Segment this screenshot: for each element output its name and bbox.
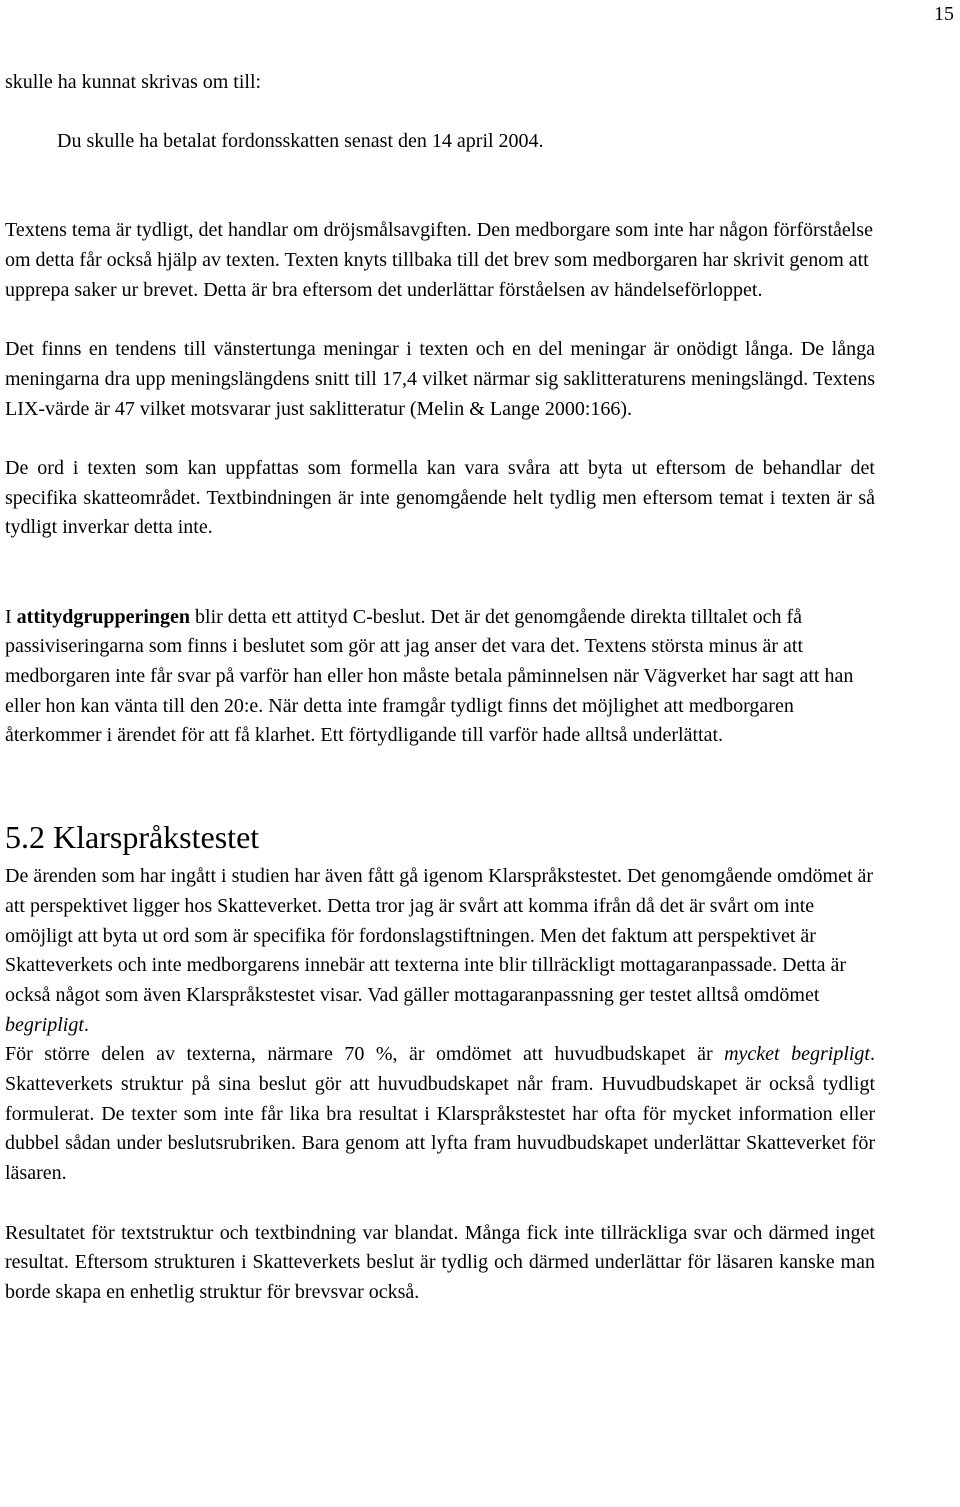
paragraph-main-message [5, 1040, 875, 1189]
paragraph-intro: skulle ha kunnat skrivas om till: [5, 71, 262, 93]
paragraph-word-choice: De ord i texten som kan uppfattas som formella kan vara svåra att byta ut eftersom de behandlar det specifika skatteområdet. Textbindningen är inte genomgående helt tydlig men eftersom temat i texten är så tydligt inverkar detta inte. [5, 457, 875, 539]
klarsprak-text: De ärenden som har ingått i studien har även fått gå igenom Klarspråkstestet. Det genomgående omdömet är att perspektivet ligger hos Skatteverket. Detta tror jag är svårt att komma ifrån då det är svårt om inte omöjligt att byta ut ord som är specifika för fordonslagstiftningen. Men det faktum att perspektivet är Skatteverkets och inte medborgarens innebär att texterna inte blir tillräckligt mottagaranpassade. Detta är också något som även Klarspråkstestet visar. Vad gäller mottagaranpassning ger testet alltså omdömet [5, 865, 874, 1006]
main-message-verdict: mycket begripligt [724, 1043, 870, 1066]
page-number: 15 [934, 3, 954, 25]
paragraph-sentence-length: Det finns en tendens till vänstertunga meningar i texten och en del meningar är onödigt långa. De långa meningarna dra upp meningslängdens snitt till 17,4 vilket närmar sig saklitteraturens meningslängd. Textens LIX-värde är 47 vilket motsvarar just saklitteratur (Melin & Lange 2000:166). [5, 338, 875, 420]
main-message-text: . Skatteverkets struktur på sina beslut gör att huvudbudskapet når fram. Huvudbudskapet är också tydligt formulerat. De texter som inte får lika bra resultat i Klarspråkstestet har ofta för mycket information eller dubbel sådan under beslutsrubriken. Bara genom att lyfta fram huvudbudskapet underlättar Skatteverket för läsaren. [5, 1043, 875, 1185]
document-body [5, 68, 875, 1308]
attitude-prefix: I [5, 605, 17, 628]
klarsprak-verdict: begripligt [5, 1013, 84, 1036]
klarsprak-end: . [83, 1013, 89, 1036]
section-heading: 5.2 Klarspråkstestet [5, 819, 260, 856]
paragraph-theme: Textens tema är tydligt, det handlar om dröjsmålsavgiften. Den medborgare som inte har någon förförståelse om detta får också hjälp av texten. Texten knyts tillbaka till det brev som medborgaren har skrivit genom att upprepa saker ur brevet. Detta är bra eftersom det underlättar förståelsen av händelseförloppet. [5, 219, 873, 301]
paragraph-klarsprak [5, 862, 875, 1040]
example-sentence: Du skulle ha betalat fordonsskatten senast den 14 april 2004. [57, 130, 544, 153]
paragraph-structure: Resultatet för textstruktur och textbindning var blandat. Många fick inte tillräckliga svar och därmed inget resultat. Eftersom strukturen i Skatteverkets beslut är tydlig och därmed underlättar för läsaren kanske man borde skapa en enhetlig struktur för brevsvar också. [5, 1221, 875, 1303]
paragraph-attitude [5, 603, 875, 752]
main-message-prefix: För större delen av texterna, närmare 70 %, är omdömet att huvudbudskapet är [5, 1043, 725, 1066]
attitude-term: attitydgrupperingen [16, 605, 191, 628]
attitude-text: blir detta ett attityd C-beslut. Det är det genomgående direkta tilltalet och få passiviseringarna som finns i beslutet som gör att jag anser det vara det. Textens största minus är att medborgaren inte får svar på varför han eller hon måste betala påminnelsen när Vägverket har sagt att han eller hon kan vänta till den 20:e. När detta inte framgår tydligt finns det möjlighet att medborgaren återkommer i ärendet för att få klarhet. Ett förtydligande till varför hade alltså underlättat. [5, 605, 854, 747]
